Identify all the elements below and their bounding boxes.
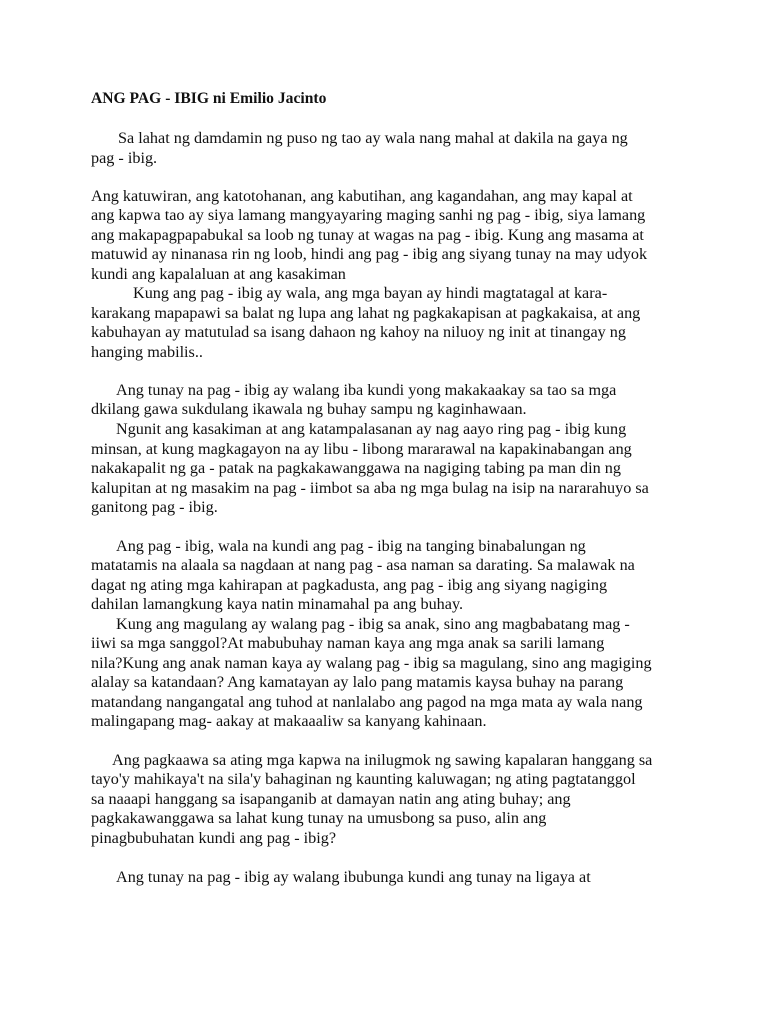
text-line: Ngunit ang kasakiman at ang katampalasanan ay nag aayo ring pag - ibig kung [116, 420, 627, 438]
text-line: Ang pag - ibig, wala na kundi ang pag - ibig na tanging binabalungan ng [116, 537, 586, 555]
text-line: Sa lahat ng damdamin ng puso ng tao ay wala nang mahal at dakila na gaya ng [118, 129, 628, 147]
text-line: pag - ibig. [91, 149, 158, 167]
text-line: dahilan lamangkung kaya natin minamahal pa ang buhay. [91, 595, 464, 613]
text-line: pagkakawanggawa sa lahat kung tunay na umusbong sa puso, alin ang [91, 809, 547, 827]
text-line: Kung ang pag - ibig ay wala, ang mga bayan ay hindi magtatagal at kara- [133, 284, 608, 302]
text-line: kundi ang kapalaluan at ang kasakiman [91, 265, 346, 283]
text-line: dagat ng ating mga kahirapan at pagkadusta, ang pag - ibig ang siyang nagiging [91, 576, 608, 594]
text-line: nila?Kung ang anak naman kaya ay walang pag - ibig sa magulang, sino ang magiging [91, 654, 652, 672]
text-line: alalay sa katandaan? Ang kamatayan ay lalo pang matamis kaysa buhay na parang [91, 673, 624, 691]
text-line: Ang tunay na pag - ibig ay walang ibubunga kundi ang tunay na ligaya at [116, 868, 591, 886]
text-line: ang kapwa tao ay siya lamang mangyayaring maging sanhi ng pag - ibig, siya lamang [91, 206, 646, 224]
text-line: tayo'y mahikaya't na sila'y bahaginan ng kaunting kaluwagan; ng ating pagtatanggol [91, 770, 636, 788]
text-line: ganitong pag - ibig. [91, 498, 218, 516]
text-line: pinagbubuhatan kundi ang pag - ibig? [91, 829, 337, 847]
text-line: matandang nangangatal ang tuhod at nanlalabo ang pagod na mga mata ay wala nang [91, 693, 643, 711]
text-line: malingapang mag- aakay at makaaaliw sa kanyang kahinaan. [91, 712, 487, 730]
text-line: matuwid ay ninanasa rin ng loob, hindi ang pag - ibig ang siyang tunay na may udyok [91, 245, 648, 263]
text-line: sa naaapi hanggang sa isapanganib at damayan natin ang ating buhay; ang [91, 790, 571, 808]
text-line: Kung ang magulang ay walang pag - ibig sa anak, sino ang magbabatang mag - [116, 615, 630, 633]
text-line: iiwi sa mga sanggol?At mabubuhay naman kaya ang mga anak sa sarili lamang [91, 634, 605, 652]
text-line: minsan, at kung magkagayon na ay libu - libong mararawal na kapakinabangan ang [91, 440, 632, 458]
text-line: kalupitan at ng masakim na pag - iimbot sa aba ng mga bulag na isip na nararahuyo sa [91, 479, 649, 497]
text-line: Ang pagkaawa sa ating mga kapwa na inilugmok ng sawing kapalaran hanggang sa [112, 751, 653, 769]
text-line: Ang katuwiran, ang katotohanan, ang kabutihan, ang kagandahan, ang may kapal at [91, 187, 633, 205]
text-line: dkilang gawa sukdulang ikawala ng buhay sampu ng kaginhawaan. [91, 400, 527, 418]
text-line: ang makapagpapabukal sa loob ng tunay at wagas na pag - ibig. Kung ang masama at [91, 226, 644, 244]
text-line: karakang mapapawi sa balat ng lupa ang lahat ng pagkakapisan at pagkakaisa, at ang [91, 304, 641, 322]
text-line: Ang tunay na pag - ibig ay walang iba kundi yong makakaakay sa tao sa mga [116, 381, 617, 399]
text-line: nakakapalit ng ga - patak na pagkakawanggawa na nagiging tabing pa man din ng [91, 459, 621, 477]
text-line: kabuhayan ay matutulad sa isang dahaon ng kahoy na niluoy ng init at tinangay ng [91, 323, 626, 341]
text-line: hanging mabilis.. [91, 343, 203, 361]
document-title: ANG PAG - IBIG ni Emilio Jacinto [91, 90, 327, 107]
text-line: matatamis na alaala sa nagdaan at nang pag - asa naman sa darating. Sa malawak na [91, 556, 635, 574]
